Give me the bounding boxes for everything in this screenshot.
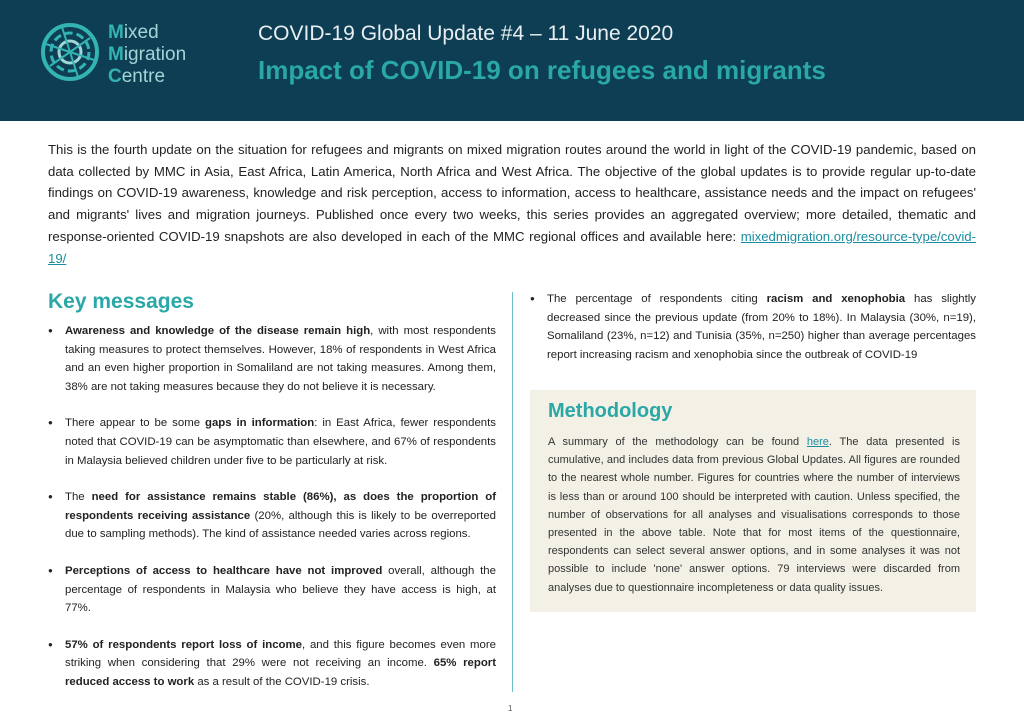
logo-text: Mixed Migration Centre xyxy=(108,22,187,87)
key-message-item: ● Awareness and knowledge of the disease remain high, with most respondents taking measures to protect themselves. However, 18% of respondents in West Africa and an even higher proportion in Somaliland are not taking measures. Among them, 38% are not taking measures because they do not believe it is necessary. xyxy=(48,322,496,396)
covid-resources-link[interactable]: mixedmigration.org/resource-type/covid-19/ xyxy=(48,228,976,266)
key-messages-heading: Key messages xyxy=(48,290,194,313)
intro-paragraph: This is the fourth update on the situation for refugees and migrants on mixed migration routes around the world in light of the COVID-19 pandemic, based on data collected by MMC in Asia, East Africa, Latin America, North Africa and West Africa. The objective of the global updates is to provide regular up-to-date findings on COVID-19 awareness, knowledge and risk perception, access to information, access to healthcare, assistance needs and the impact on refugees' and migrants' lives and migration journeys. Published once every two weeks, this series provides an aggregated overview; more detailed, thematic and response-oriented COVID-19 snapshots are also developed in each of the MMC regional offices and available here: mixedmigration.org/resource-type/covid-19/ xyxy=(48,142,976,266)
mmc-logo-icon xyxy=(40,22,100,82)
page-header xyxy=(0,0,1024,121)
key-message-item: ● The percentage of respondents citing racism and xenophobia has slightly decreased since the previous update (from 20% to 18%). In Malaysia (30%, n=19), Somaliland (23%, n=12) and Tunisia (35%, n=250) higher than average percentages report increasing racism and xenophobia since the outbreak of COVID-19 xyxy=(530,290,976,364)
page-title: Impact of COVID-19 on refugees and migrants xyxy=(258,55,826,85)
key-message-item: ● 57% of respondents report loss of income, and this figure becomes even more striking when considering that 29% were not receiving an income. 65% report reduced access to work as a result of the COVID-19 crisis. xyxy=(48,636,496,692)
methodology-box xyxy=(530,390,976,612)
key-message-item: ● The need for assistance remains stable (86%), as does the proportion of respondents receiving assistance (20%, although this is likely to be overreported due to sampling methods). The kind of assistance needed varies across regions. xyxy=(48,488,496,544)
update-subtitle: COVID-19 Global Update #4 – 11 June 2020 xyxy=(258,22,674,45)
key-message-item: ● Perceptions of access to healthcare have not improved overall, although the percentage of respondents in Malaysia who believe they have access is high, at 77%. xyxy=(48,562,496,618)
methodology-link[interactable]: here xyxy=(806,436,829,448)
column-divider xyxy=(512,292,513,692)
methodology-heading: Methodology xyxy=(548,400,673,422)
key-messages-right-column xyxy=(530,290,976,382)
key-message-item: ● There appear to be some gaps in information: in East Africa, fewer respondents noted that COVID-19 can be asymptomatic than elsewhere, and 67% of respondents in Malaysia believed children under five to be particularly at risk. xyxy=(48,414,496,470)
page-number: 1 xyxy=(508,704,513,713)
methodology-text: A summary of the methodology can be found here. The data presented is cumulative, and includes data from previous Global Updates. All figures are rounded to the nearest whole number. Figures for countries where the number of interviews is less than or around 100 should be interpreted with caution. Unless specified, the number of observations for all analyses and visualisations corresponds to those presented in the above table. Note that for most items of the questionnaire, respondents can select several answer options, and in some analyses it was not possible to include 'none' answer options. 79 interviews were discarded from analyses due to questionnaire incompleteness or data quality issues. xyxy=(548,436,960,594)
key-messages-list xyxy=(48,322,496,710)
